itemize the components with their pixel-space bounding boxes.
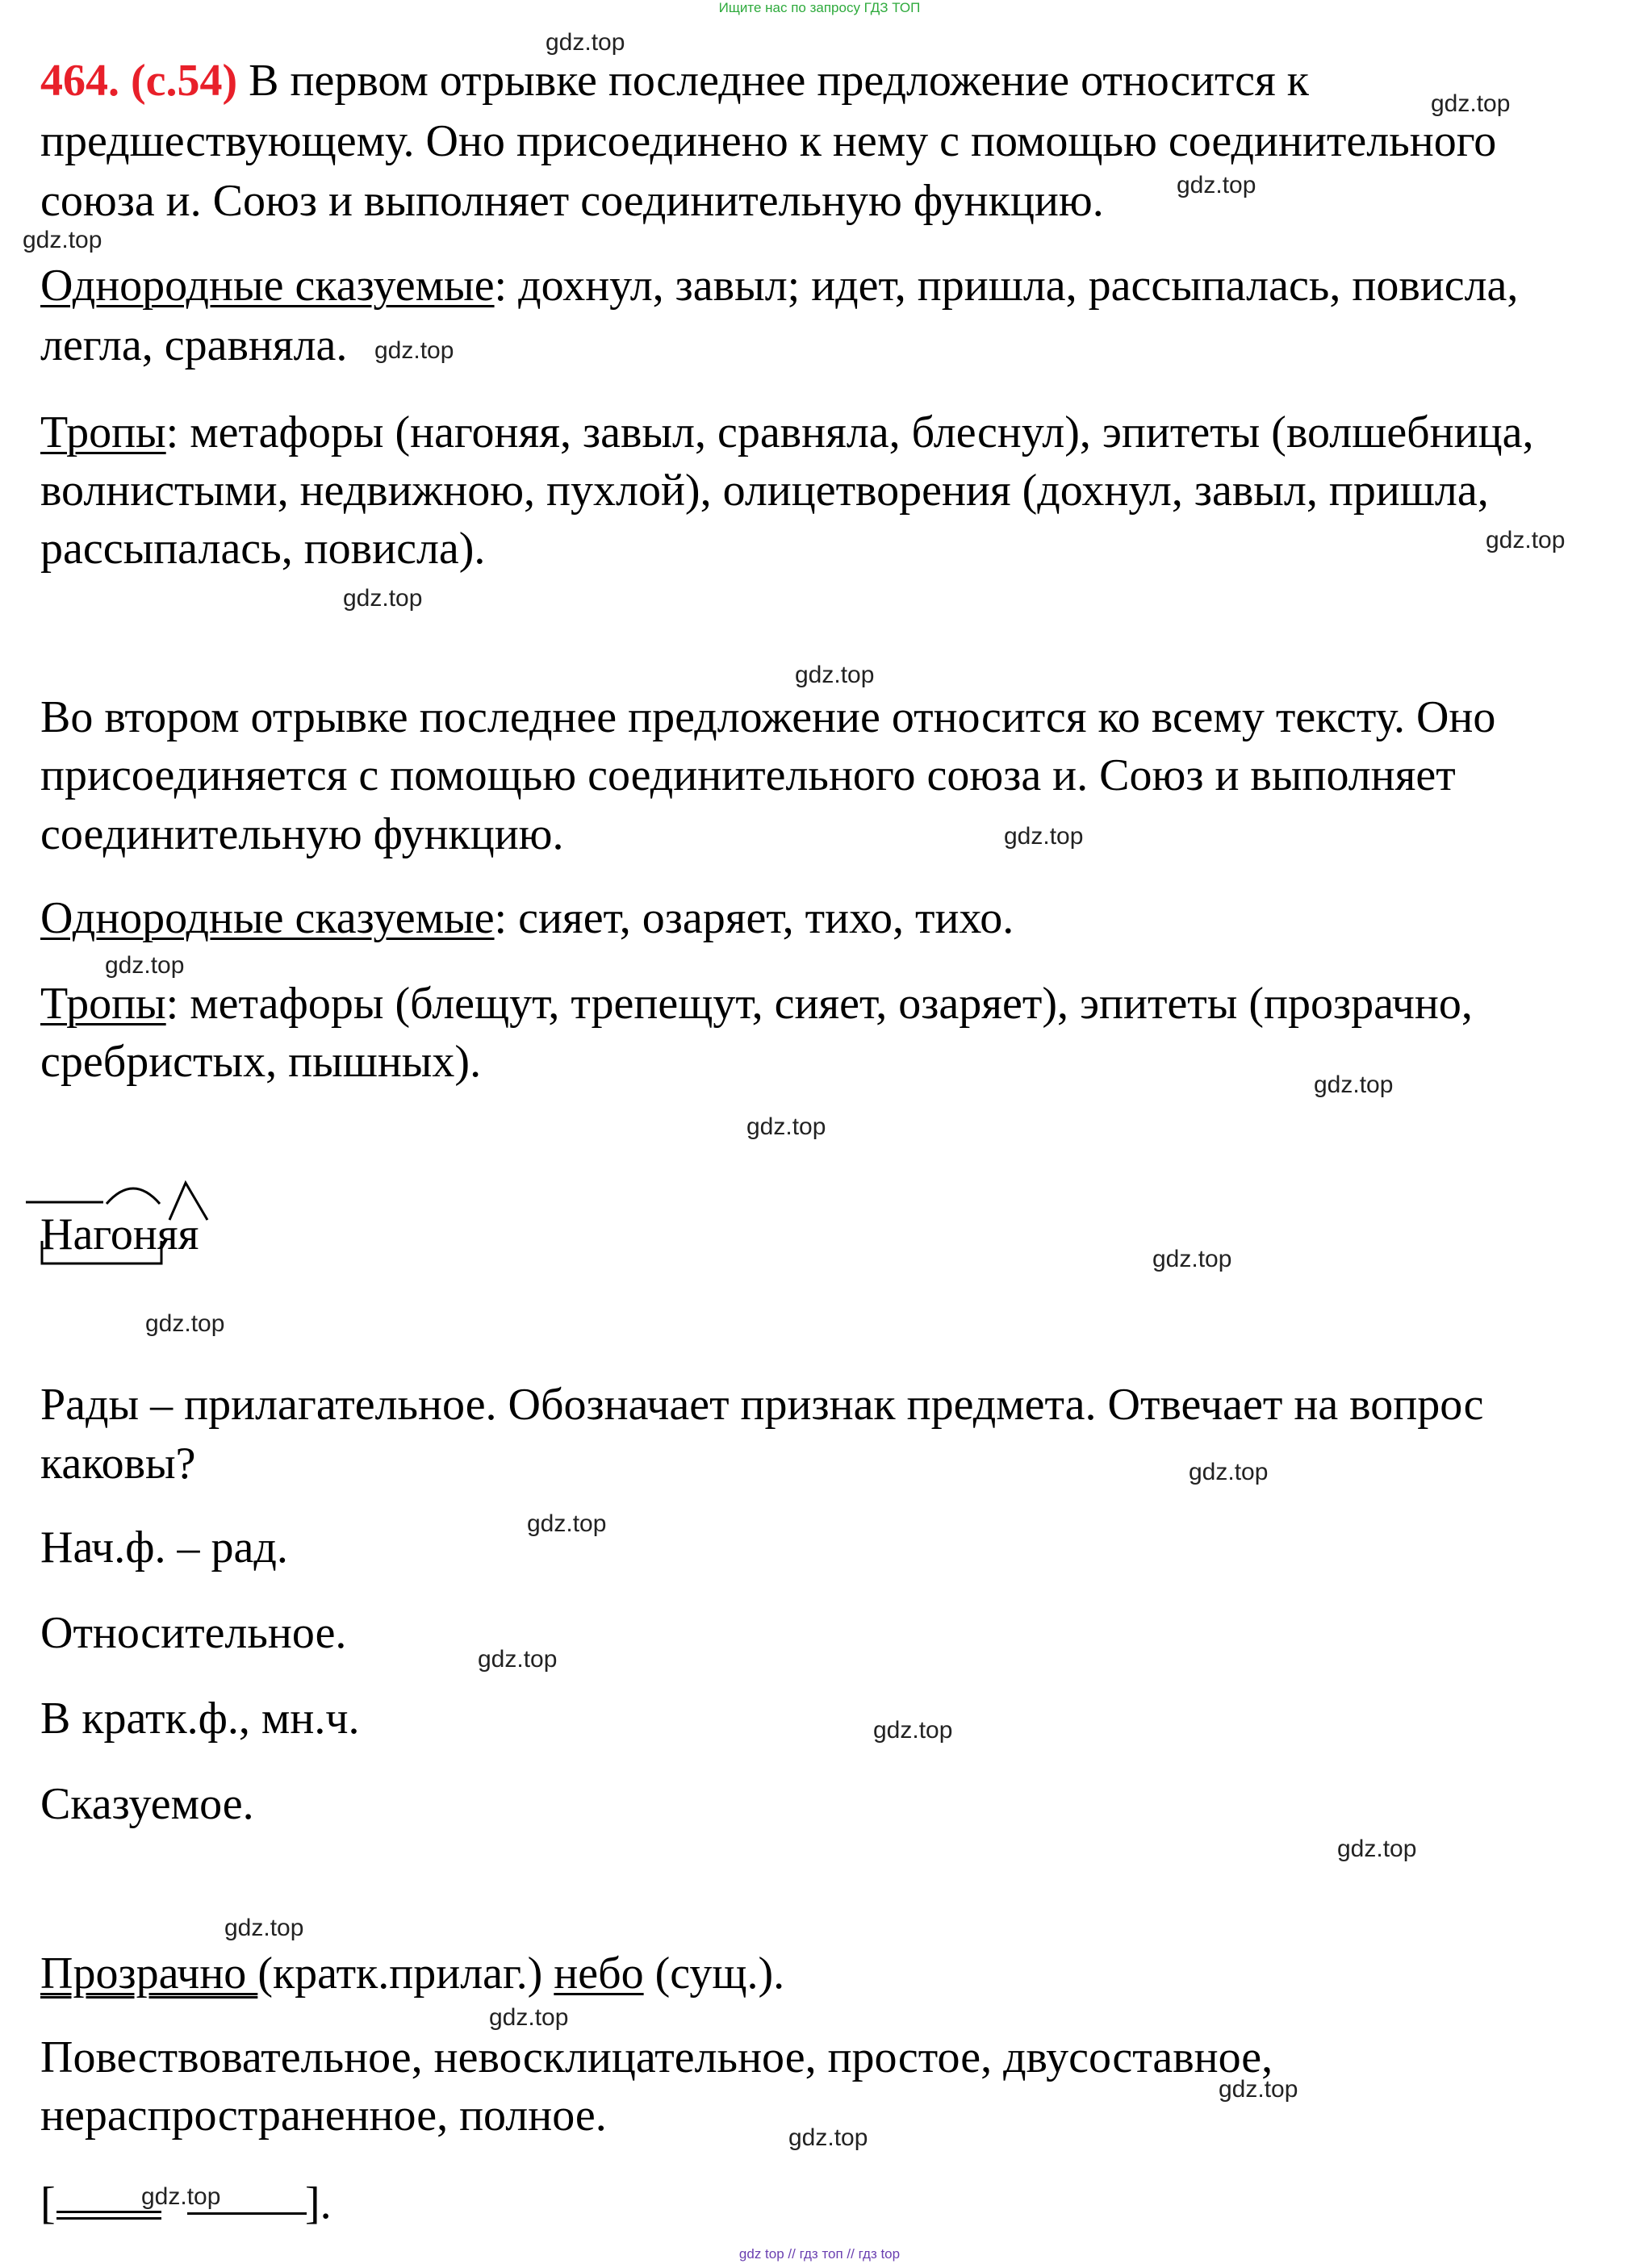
part2-tropes-line-2: сребристых, пышных). xyxy=(40,1037,482,1087)
syntax-phrase xyxy=(40,1944,784,2003)
top-banner: Ищите нас по запросу ГДЗ ТОП xyxy=(718,0,921,15)
morpheme-marks xyxy=(16,1172,226,1284)
part1-tropes-line-3: рассыпалась, повисла). xyxy=(40,524,486,574)
task-intro-line-1 xyxy=(40,52,1309,110)
part1-tropes-line-2: волнистыми, недвижною, пухлой), олицетворения (дохнул, завыл, пришла, xyxy=(40,466,1489,516)
task-intro-text-1: В первом отрывке последнее предложение относится к xyxy=(237,56,1309,106)
watermark: gdz.top xyxy=(788,2124,868,2151)
watermark: gdz.top xyxy=(1337,1836,1417,1862)
watermark: gdz.top xyxy=(478,1646,558,1673)
watermark: gdz.top xyxy=(527,1510,607,1537)
scheme-open-bracket: [ xyxy=(40,2178,56,2228)
watermark: gdz.top xyxy=(1314,1071,1394,1098)
watermark: gdz.top xyxy=(746,1113,826,1140)
part2-intro-line-3: соединительную функцию. xyxy=(40,809,564,859)
syntax-desc-line-1: Повествовательное, невосклицательное, простое, двусоставное, xyxy=(40,2032,1273,2082)
part2-tropes-label: Тропы xyxy=(40,979,166,1029)
watermark: gdz.top xyxy=(1189,1459,1269,1485)
morph-role: Сказуемое. xyxy=(40,1779,254,1829)
part2-predicates-line xyxy=(40,889,1014,947)
morpheme-word: Нагоняя xyxy=(40,1209,199,1259)
morph-form: В кратк.ф., мн.ч. xyxy=(40,1694,360,1744)
part2-predicates-text: : сияет, озаряет, тихо, тихо. xyxy=(494,893,1014,943)
scheme-close-bracket: ]. xyxy=(305,2178,332,2228)
syntax-note-2: (сущ.). xyxy=(643,1948,785,1999)
watermark: gdz.top xyxy=(795,662,875,688)
suffix-mark xyxy=(169,1183,207,1220)
part1-tropes-label: Тропы xyxy=(40,407,166,457)
watermark: gdz.top xyxy=(489,2004,569,2031)
part2-intro-line-2: присоединяется с помощью соединительного союза и. Союз и выполняет xyxy=(40,750,1456,800)
task-intro-line-3: союза и. Союз и выполняет соединительную функцию. xyxy=(40,176,1104,226)
syntax-note-1: (кратк.прилаг.) xyxy=(257,1948,554,1999)
watermark: gdz.top xyxy=(1219,2076,1298,2103)
part1-predicates-line-1 xyxy=(40,257,1518,315)
watermark: gdz.top xyxy=(141,2183,221,2210)
part1-tropes-line-1 xyxy=(40,403,1533,462)
morph-category: Относительное. xyxy=(40,1608,347,1658)
syntax-subject: небо xyxy=(554,1948,644,1999)
watermark: gdz.top xyxy=(23,227,102,253)
part2-tropes-line-1 xyxy=(40,975,1473,1033)
footer-banner: gdz top // гдз топ // гдз top xyxy=(738,2246,901,2262)
part1-predicates-text: : дохнул, завыл; идет, пришла, рассыпалась, повисла, xyxy=(494,261,1519,311)
watermark: gdz.top xyxy=(1431,90,1511,117)
watermark: gdz.top xyxy=(873,1717,953,1744)
stem-mark xyxy=(42,1241,161,1263)
syntax-desc-line-2: нераспространенное, полное. xyxy=(40,2090,607,2141)
watermark: gdz.top xyxy=(145,1310,225,1337)
watermark: gdz.top xyxy=(374,337,454,364)
watermark: gdz.top xyxy=(343,585,423,612)
task-intro-line-2: предшествующему. Оно присоединено к нему с помощью соединительного xyxy=(40,116,1497,166)
scheme-predicate-line xyxy=(187,2212,307,2215)
part2-predicates-label: Однородные сказуемые xyxy=(40,893,495,943)
task-number: 464. (с.54) xyxy=(40,56,238,106)
watermark: gdz.top xyxy=(1177,172,1256,198)
morph-initial-form: Нач.ф. – рад. xyxy=(40,1522,288,1573)
root-mark xyxy=(107,1188,160,1204)
watermark: gdz.top xyxy=(1152,1246,1232,1272)
part1-tropes-text: : метафоры (нагоняя, завыл, сравняла, блеснул), эпитеты (волшебница, xyxy=(165,407,1534,457)
watermark: gdz.top xyxy=(1004,823,1084,850)
morph-line-1: Рады – прилагательное. Обозначает признак предмета. Отвечает на вопрос xyxy=(40,1380,1484,1430)
watermark: gdz.top xyxy=(105,952,185,979)
scheme-subject-line xyxy=(56,2217,161,2220)
part1-predicates-label: Однородные сказуемые xyxy=(40,261,495,311)
watermark: gdz.top xyxy=(1486,527,1566,553)
watermark: gdz.top xyxy=(546,29,625,56)
part1-predicates-line-2: легла, сравняла. xyxy=(40,320,348,370)
part2-intro-line-1: Во втором отрывке последнее предложение относится ко всему тексту. Оно xyxy=(40,692,1496,742)
watermark: gdz.top xyxy=(224,1915,304,1941)
morph-line-2: каковы? xyxy=(40,1439,196,1489)
part2-tropes-text: : метафоры (блещут, трепещут, сияет, озаряет), эпитеты (прозрачно, xyxy=(165,979,1473,1029)
syntax-predicate: Прозрачно xyxy=(40,1948,258,1999)
scheme-subject-line-upper xyxy=(56,2211,161,2213)
